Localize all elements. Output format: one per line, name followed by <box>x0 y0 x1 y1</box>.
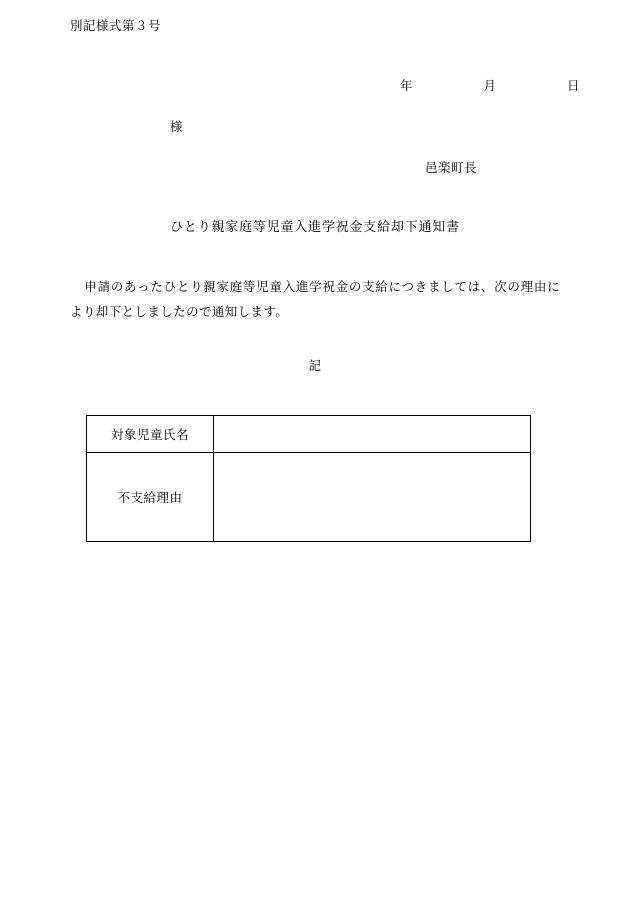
issuer-name: 邑楽町長 <box>425 161 478 175</box>
date-year-label: 年 <box>400 79 414 93</box>
addressee-suffix: 様 <box>170 120 184 134</box>
child-name-field[interactable] <box>214 416 531 453</box>
body-paragraph <box>70 275 560 325</box>
ki-mark: 記 <box>308 359 322 373</box>
table-row <box>87 453 531 542</box>
page-title: ひとり親家庭等児童入進学祝金支給却下通知書 <box>170 219 460 234</box>
form-table-wrapper <box>86 415 528 542</box>
non-payment-reason-field[interactable] <box>214 453 531 542</box>
form-table <box>86 415 531 542</box>
form-number: 別記様式第３号 <box>70 19 162 33</box>
table-row <box>87 416 531 453</box>
body-paragraph-text: 申請のあったひとり親家庭等児童入進学祝金の支給につきましては、次の理由により却下としましたので通知します。 <box>70 280 560 319</box>
child-name-label: 対象児童氏名 <box>87 416 214 453</box>
date-month-label: 月 <box>483 79 497 93</box>
non-payment-reason-label: 不支給理由 <box>87 453 214 542</box>
date-line <box>400 76 580 94</box>
date-day-label: 日 <box>566 79 580 93</box>
